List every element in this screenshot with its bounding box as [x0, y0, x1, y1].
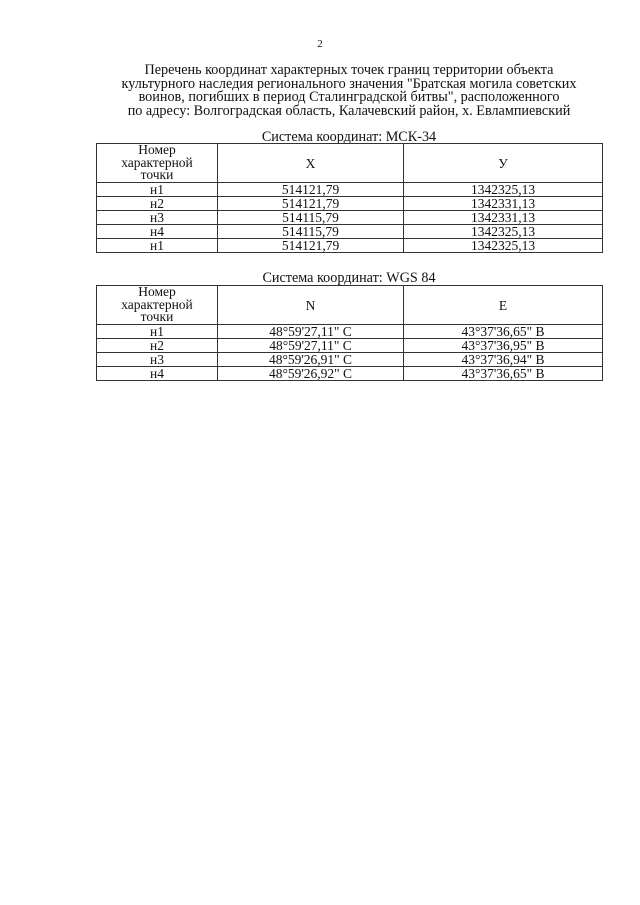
latitude-cell: 48°59'26,92" С: [218, 367, 404, 381]
x-cell: 514121,79: [218, 183, 404, 197]
header-line: характерной: [121, 296, 193, 312]
header-line: Номер: [138, 284, 176, 300]
y-cell: 1342325,13: [404, 225, 603, 239]
header-x: X: [218, 144, 404, 183]
title-line: по адресу: Волгоградская область, Калачевский район, х. Евлампиевский: [127, 102, 571, 119]
point-number-cell: н1: [97, 183, 218, 197]
point-number-cell: н2: [97, 339, 218, 353]
header-point-number: [97, 286, 218, 325]
point-number-cell: н4: [97, 367, 218, 381]
x-cell: 514121,79: [218, 239, 404, 253]
wgs84-coordinates-table: [96, 285, 603, 381]
table-header-row: [97, 286, 603, 325]
y-cell: 1342331,13: [404, 197, 603, 211]
msk34-coordinates-table: [96, 143, 603, 253]
header-line: характерной: [121, 154, 193, 170]
longitude-cell: 43°37'36,65" В: [404, 325, 603, 339]
y-cell: 1342325,13: [404, 183, 603, 197]
header-point-number: [97, 144, 218, 183]
latitude-cell: 48°59'27,11" С: [218, 325, 404, 339]
latitude-cell: 48°59'26,91" С: [218, 353, 404, 367]
longitude-cell: 43°37'36,95" В: [404, 339, 603, 353]
header-y: У: [404, 144, 603, 183]
table-row: [97, 225, 603, 239]
header-e: E: [404, 286, 603, 325]
document-title: [96, 64, 602, 118]
header-line: точки: [140, 309, 174, 325]
title-line: культурного наследия регионального значения "Братская могила советских: [121, 75, 577, 92]
header-line: точки: [140, 167, 174, 183]
page-number: 2: [317, 38, 323, 50]
table-row: [97, 325, 603, 339]
table-row: [97, 211, 603, 225]
table-row: [97, 367, 603, 381]
x-cell: 514115,79: [218, 211, 404, 225]
point-number-cell: н1: [97, 239, 218, 253]
table-row: [97, 353, 603, 367]
x-cell: 514121,79: [218, 197, 404, 211]
table-row: [97, 197, 603, 211]
table2-caption: Система координат: WGS 84: [262, 270, 436, 286]
point-number-cell: н2: [97, 197, 218, 211]
table1-caption: Система координат: МСК-34: [261, 129, 437, 145]
longitude-cell: 43°37'36,94" В: [404, 353, 603, 367]
table-header-row: [97, 144, 603, 183]
table-row: [97, 339, 603, 353]
y-cell: 1342325,13: [404, 239, 603, 253]
title-line: воинов, погибших в период Сталинградской битвы", расположенного: [138, 89, 560, 105]
point-number-cell: н4: [97, 225, 218, 239]
title-line: Перечень координат характерных точек границ территории объекта: [144, 62, 554, 78]
header-n: N: [218, 286, 404, 325]
longitude-cell: 43°37'36,65" В: [404, 367, 603, 381]
header-line: Номер: [138, 142, 176, 158]
point-number-cell: н3: [97, 353, 218, 367]
table-row: [97, 183, 603, 197]
x-cell: 514115,79: [218, 225, 404, 239]
latitude-cell: 48°59'27,11" С: [218, 339, 404, 353]
y-cell: 1342331,13: [404, 211, 603, 225]
point-number-cell: н3: [97, 211, 218, 225]
table-row: [97, 239, 603, 253]
point-number-cell: н1: [97, 325, 218, 339]
